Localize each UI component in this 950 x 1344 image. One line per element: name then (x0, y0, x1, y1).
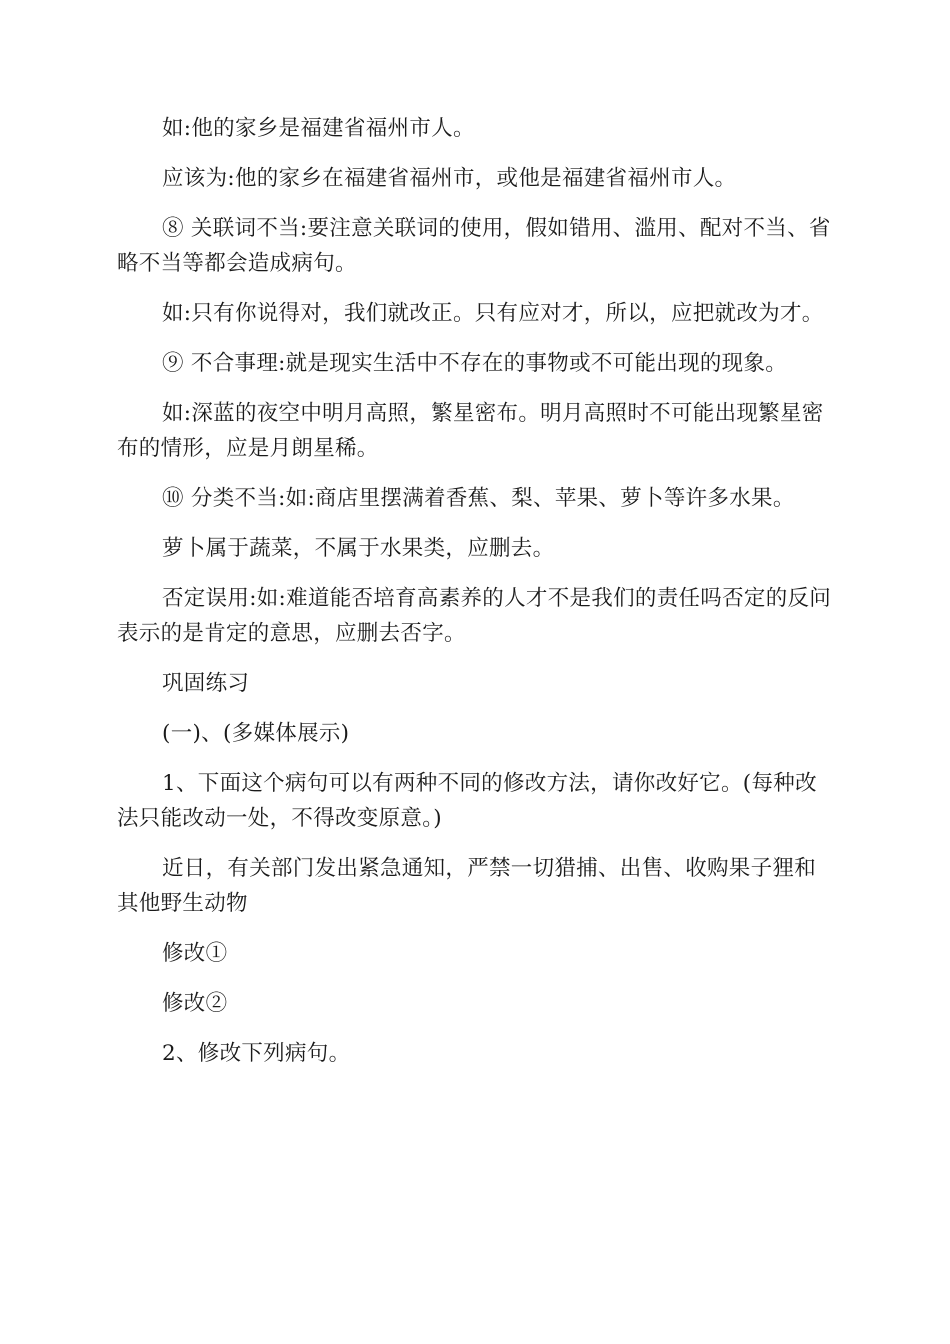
paragraph-negation-misuse: 否定误用:如:难道能否培育高素养的人才不是我们的责任吗否定的反问表示的是肯定的意思，应删去否字。 (117, 586, 832, 646)
paragraph-conjunction-misuse: ⑧ 关联词不当:要注意关联词的使用，假如错用、滥用、配对不当、省略不当等都会造成病句。 (117, 216, 831, 276)
subsection-heading-multimedia: (一)、(多媒体展示) (162, 721, 350, 746)
section-heading-practice: 巩固练习 (162, 671, 250, 696)
paragraph-classification-error: ⑩ 分类不当:如:商店里摆满着香蕉、梨、苹果、萝卜等许多水果。 (162, 486, 795, 511)
exercise-1-sentence: 近日，有关部门发出紧急通知，严禁一切猎捕、出售、收购果子狸和其他野生动物 (117, 856, 817, 916)
paragraph-example-night-sky: 如:深蓝的夜空中明月高照，繁星密布。明月高照时不可能出现繁星密布的情形，应是月朗星稀。 (117, 401, 824, 461)
paragraph-example-hometown: 如:他的家乡是福建省福州市人。 (162, 116, 475, 141)
paragraph-example-conjunction: 如:只有你说得对，我们就改正。只有应对才，所以，应把就改为才。 (162, 301, 824, 326)
exercise-1-revision-2: 修改② (162, 991, 228, 1016)
paragraph-correction-hometown: 应该为:他的家乡在福建省福州市，或他是福建省福州市人。 (162, 166, 737, 191)
exercise-1-revision-1: 修改① (162, 941, 228, 966)
paragraph-illogical: ⑨ 不合事理:就是现实生活中不存在的事物或不可能出现的现象。 (162, 351, 788, 376)
exercise-1-instruction: 1、下面这个病句可以有两种不同的修改方法，请你改好它。(每种改法只能改动一处，不得改变原意。) (117, 771, 817, 831)
exercise-2-instruction: 2、修改下列病句。 (162, 1041, 351, 1066)
document-body (117, 111, 835, 1086)
paragraph-radish-explanation: 萝卜属于蔬菜，不属于水果类，应删去。 (162, 536, 555, 561)
